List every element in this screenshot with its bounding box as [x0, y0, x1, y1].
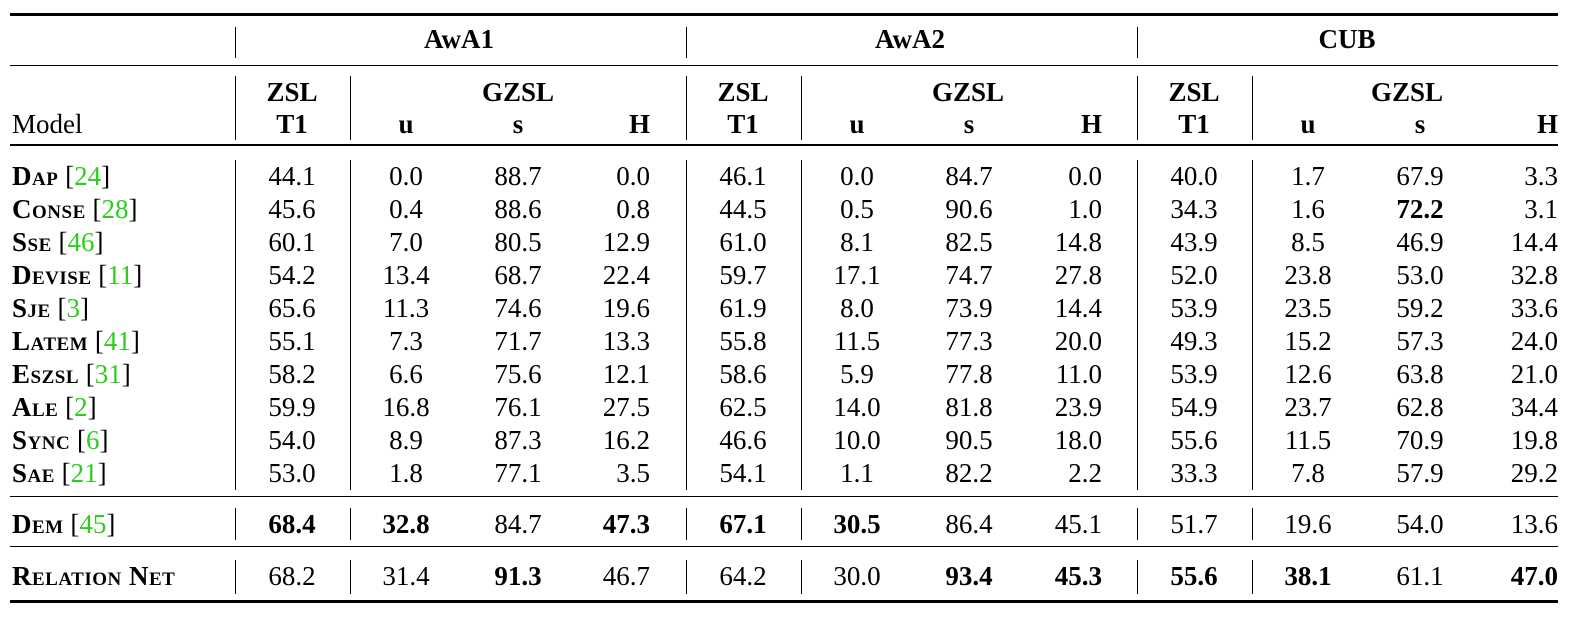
- cell-awa2-t1: 46.1: [719, 161, 767, 191]
- cell-awa1-h: 3.5: [616, 458, 650, 488]
- cell-awa2-t1: 61.0: [719, 227, 767, 257]
- column-rule: [801, 560, 802, 594]
- model-name: Devise [11]: [12, 260, 143, 290]
- column-rule: [1137, 160, 1138, 490]
- dataset-awa2: AwA2: [875, 24, 945, 54]
- cell-cub-u: 23.5: [1284, 293, 1332, 323]
- cell-awa2-s: 90.5: [945, 425, 993, 455]
- column-rule: [686, 76, 687, 140]
- citation-link[interactable]: 46: [67, 227, 95, 257]
- cell-awa2-h: 2.2: [1068, 458, 1102, 488]
- cell-cub-t1: 51.7: [1170, 509, 1218, 539]
- u-header-awa2: u: [849, 109, 865, 139]
- cell-awa2-h: 18.0: [1054, 425, 1102, 455]
- cell-cub-t1: 54.9: [1170, 392, 1218, 422]
- cell-awa2-t1: 64.2: [719, 561, 767, 591]
- header-rule: [10, 144, 1558, 146]
- cell-awa2-s: 77.3: [945, 326, 993, 356]
- cell-cub-s: 61.1: [1396, 561, 1444, 591]
- cell-cub-h: 3.3: [1524, 161, 1558, 191]
- column-rule: [235, 76, 236, 140]
- citation-link[interactable]: 6: [85, 425, 100, 455]
- cell-cub-h: 21.0: [1510, 359, 1558, 389]
- zsl-header-awa2: ZSL: [717, 77, 769, 107]
- cell-awa1-s: 88.7: [494, 161, 542, 191]
- model-name: Conse [28]: [12, 194, 138, 224]
- cell-cub-h: 32.8: [1510, 260, 1558, 290]
- column-rule: [235, 160, 236, 490]
- cell-awa1-t1: 55.1: [268, 326, 316, 356]
- cell-cub-h: 13.6: [1510, 509, 1558, 539]
- cell-awa1-u: 11.3: [382, 293, 430, 323]
- cell-cub-t1: 34.3: [1170, 194, 1218, 224]
- cell-awa1-s: 74.6: [494, 293, 542, 323]
- cell-awa2-u: 10.0: [833, 425, 881, 455]
- cell-awa2-s: 73.9: [945, 293, 993, 323]
- cell-awa1-u: 13.4: [382, 260, 430, 290]
- column-rule: [801, 508, 802, 540]
- column-rule: [1252, 160, 1253, 490]
- cell-awa2-t1: 61.9: [719, 293, 767, 323]
- cell-awa2-u: 30.0: [833, 561, 881, 591]
- cell-awa1-s: 80.5: [494, 227, 542, 257]
- cell-cub-s: 67.9: [1396, 161, 1444, 191]
- cell-cub-s: 57.3: [1396, 326, 1444, 356]
- citation-link[interactable]: 28: [101, 194, 129, 224]
- cell-cub-t1: 53.9: [1170, 359, 1218, 389]
- dataset-awa1: AwA1: [424, 24, 494, 54]
- dataset-cub: CUB: [1318, 24, 1376, 54]
- cell-awa2-u: 8.0: [840, 293, 874, 323]
- cell-awa1-s: 88.6: [494, 194, 542, 224]
- model-label: Conse: [12, 194, 86, 224]
- cell-awa1-u: 7.0: [389, 227, 423, 257]
- citation-link[interactable]: 2: [74, 392, 88, 422]
- cell-awa1-h: 13.3: [602, 326, 650, 356]
- cell-cub-h: 34.4: [1510, 392, 1558, 422]
- model-label: Dem: [12, 509, 64, 539]
- cell-awa2-t1: 44.5: [719, 194, 767, 224]
- cell-awa2-u: 14.0: [833, 392, 881, 422]
- cell-cub-h: 24.0: [1510, 326, 1558, 356]
- cell-awa1-t1: 59.9: [268, 392, 316, 422]
- model-name: Sae [21]: [12, 458, 107, 488]
- cell-cub-h: 3.1: [1524, 194, 1558, 224]
- citation-link[interactable]: 45: [79, 509, 107, 539]
- cell-awa2-s: 74.7: [945, 260, 993, 290]
- cell-cub-t1: 55.6: [1170, 561, 1218, 591]
- model-label: Relation Net: [12, 561, 176, 591]
- column-rule: [235, 508, 236, 540]
- cell-awa2-u: 17.1: [833, 260, 881, 290]
- cell-awa1-t1: 68.4: [268, 509, 316, 539]
- cell-cub-u: 15.2: [1284, 326, 1332, 356]
- cell-awa1-h: 27.5: [602, 392, 650, 422]
- model-header: Model: [12, 109, 83, 139]
- cell-awa2-s: 81.8: [945, 392, 993, 422]
- cell-awa2-s: 82.2: [945, 458, 993, 488]
- cell-awa1-u: 16.8: [382, 392, 430, 422]
- cell-cub-u: 38.1: [1284, 561, 1332, 591]
- model-label: Latem: [12, 326, 89, 356]
- cell-awa2-t1: 54.1: [719, 458, 767, 488]
- cell-awa2-h: 45.1: [1054, 509, 1102, 539]
- model-label: Devise: [12, 260, 92, 290]
- column-rule: [350, 508, 351, 540]
- results-table: [10, 0, 1558, 624]
- model-label: Sae: [12, 458, 55, 488]
- cell-awa1-t1: 54.0: [268, 425, 316, 455]
- citation-link[interactable]: 31: [94, 359, 122, 389]
- cell-awa2-h: 14.8: [1054, 227, 1102, 257]
- cell-awa1-t1: 53.0: [268, 458, 316, 488]
- model-name: [12, 560, 175, 592]
- cell-cub-t1: 55.6: [1170, 425, 1218, 455]
- cell-cub-t1: 52.0: [1170, 260, 1218, 290]
- cell-awa1-h: 12.1: [602, 359, 650, 389]
- citation-link[interactable]: 21: [70, 458, 98, 488]
- cell-cub-u: 8.5: [1291, 227, 1325, 257]
- cell-awa1-s: 71.7: [494, 326, 542, 356]
- cell-awa1-t1: 60.1: [268, 227, 316, 257]
- cell-cub-t1: 40.0: [1170, 161, 1218, 191]
- column-rule: [686, 160, 687, 490]
- cell-cub-u: 11.5: [1284, 425, 1332, 455]
- h-header-awa1: H: [628, 109, 650, 139]
- cell-cub-s: 54.0: [1396, 509, 1444, 539]
- cell-awa2-h: 11.0: [1055, 359, 1102, 389]
- cell-cub-h: 14.4: [1510, 227, 1558, 257]
- h-header-awa2: H: [1080, 109, 1102, 139]
- column-rule: [1137, 560, 1138, 594]
- cell-awa2-h: 14.4: [1054, 293, 1102, 323]
- cell-awa2-h: 23.9: [1054, 392, 1102, 422]
- cell-awa2-t1: 59.7: [719, 260, 767, 290]
- cell-awa2-u: 8.1: [840, 227, 874, 257]
- cell-awa2-s: 77.8: [945, 359, 993, 389]
- cell-awa2-u: 11.5: [833, 326, 881, 356]
- cell-awa2-t1: 58.6: [719, 359, 767, 389]
- gzsl-header-awa2: GZSL: [931, 77, 1005, 107]
- cell-cub-h: 47.0: [1510, 561, 1558, 591]
- model-name: Dem [45]: [12, 509, 116, 539]
- cell-cub-h: 33.6: [1510, 293, 1558, 323]
- s-header-cub: s: [1414, 109, 1426, 139]
- column-rule: [1252, 76, 1253, 140]
- cell-cub-h: 19.8: [1510, 425, 1558, 455]
- cell-awa2-s: 86.4: [945, 509, 993, 539]
- cell-cub-u: 7.8: [1291, 458, 1325, 488]
- cell-awa2-h: 0.0: [1068, 161, 1102, 191]
- cell-awa1-s: 76.1: [494, 392, 542, 422]
- t1-header-awa1: T1: [276, 109, 308, 139]
- cell-cub-s: 63.8: [1396, 359, 1444, 389]
- cell-awa1-t1: 54.2: [268, 260, 316, 290]
- cell-cub-u: 1.7: [1291, 161, 1325, 191]
- gzsl-header-awa1: GZSL: [481, 77, 555, 107]
- cell-cub-s: 62.8: [1396, 392, 1444, 422]
- column-rule: [801, 160, 802, 490]
- dataset-rule: [10, 65, 1558, 66]
- u-header-awa1: u: [398, 109, 414, 139]
- model-name: Dap [24]: [12, 161, 111, 191]
- cell-cub-t1: 49.3: [1170, 326, 1218, 356]
- cell-awa1-u: 6.6: [389, 359, 423, 389]
- cell-awa1-u: 1.8: [389, 458, 423, 488]
- model-name: Latem [41]: [12, 326, 140, 356]
- model-name: Ale [2]: [12, 392, 97, 422]
- citation-link[interactable]: 41: [103, 326, 131, 356]
- citation-link[interactable]: 11: [107, 260, 134, 290]
- cell-awa1-t1: 58.2: [268, 359, 316, 389]
- cell-cub-u: 19.6: [1284, 509, 1332, 539]
- cell-awa1-s: 87.3: [494, 425, 542, 455]
- zsl-header-awa1: ZSL: [266, 77, 318, 107]
- citation-link[interactable]: 3: [66, 293, 80, 323]
- cell-awa1-t1: 44.1: [268, 161, 316, 191]
- column-rule: [801, 76, 802, 140]
- cell-awa1-h: 22.4: [602, 260, 650, 290]
- cell-awa1-t1: 45.6: [268, 194, 316, 224]
- cell-awa1-t1: 68.2: [268, 561, 316, 591]
- h-header-cub: H: [1536, 109, 1558, 139]
- cell-awa1-u: 32.8: [382, 509, 430, 539]
- cell-awa1-u: 7.3: [389, 326, 423, 356]
- bottom-rule: [10, 600, 1558, 603]
- model-name: Eszsl [31]: [12, 359, 131, 389]
- cell-awa1-s: 75.6: [494, 359, 542, 389]
- cell-cub-u: 12.6: [1284, 359, 1332, 389]
- cell-cub-s: 46.9: [1396, 227, 1444, 257]
- cell-awa1-t1: 65.6: [268, 293, 316, 323]
- cell-awa2-h: 1.0: [1068, 194, 1102, 224]
- cell-awa1-u: 0.4: [389, 194, 423, 224]
- cell-awa2-t1: 55.8: [719, 326, 767, 356]
- dem-rule-top: [10, 496, 1558, 497]
- column-rule: [350, 76, 351, 140]
- cell-cub-u: 23.7: [1284, 392, 1332, 422]
- model-label: Ale: [12, 392, 59, 422]
- column-rule: [1137, 27, 1138, 58]
- cell-awa1-h: 46.7: [602, 561, 650, 591]
- cell-awa2-h: 27.8: [1054, 260, 1102, 290]
- model-name: Sje [3]: [12, 293, 89, 323]
- column-rule: [1252, 560, 1253, 594]
- column-rule: [1137, 508, 1138, 540]
- cell-awa1-h: 47.3: [602, 509, 650, 539]
- column-rule: [235, 27, 236, 58]
- gzsl-header-cub: GZSL: [1370, 77, 1444, 107]
- column-rule: [1252, 508, 1253, 540]
- model-label: Sje: [12, 293, 51, 323]
- model-label: Eszsl: [12, 359, 79, 389]
- model-name: Sse [46]: [12, 227, 104, 257]
- column-rule: [686, 560, 687, 594]
- model-label: Sync: [12, 425, 71, 455]
- cell-awa1-h: 16.2: [602, 425, 650, 455]
- cell-cub-t1: 53.9: [1170, 293, 1218, 323]
- cell-awa2-u: 30.5: [833, 509, 881, 539]
- cell-cub-h: 29.2: [1510, 458, 1558, 488]
- cell-awa2-t1: 46.6: [719, 425, 767, 455]
- dem-rule-bottom: [10, 546, 1558, 547]
- cell-awa2-s: 82.5: [945, 227, 993, 257]
- model-name: Sync [6]: [12, 425, 109, 455]
- cell-awa2-u: 5.9: [840, 359, 874, 389]
- cell-cub-u: 1.6: [1291, 194, 1325, 224]
- column-rule: [235, 560, 236, 594]
- column-rule: [686, 508, 687, 540]
- cell-cub-s: 72.2: [1396, 194, 1444, 224]
- column-rule: [686, 27, 687, 58]
- cell-awa2-t1: 67.1: [719, 509, 767, 539]
- cell-awa2-s: 93.4: [945, 561, 993, 591]
- cell-awa1-s: 77.1: [494, 458, 542, 488]
- t1-header-awa2: T1: [727, 109, 759, 139]
- zsl-header-cub: ZSL: [1168, 77, 1220, 107]
- cell-awa1-u: 8.9: [389, 425, 423, 455]
- model-label: Sse: [12, 227, 52, 257]
- cell-cub-s: 59.2: [1396, 293, 1444, 323]
- cell-awa1-s: 84.7: [494, 509, 542, 539]
- cell-cub-t1: 43.9: [1170, 227, 1218, 257]
- cell-awa1-h: 19.6: [602, 293, 650, 323]
- cell-awa1-s: 91.3: [494, 561, 542, 591]
- cell-awa2-h: 45.3: [1054, 561, 1102, 591]
- column-rule: [1137, 76, 1138, 140]
- cell-awa1-h: 12.9: [602, 227, 650, 257]
- cell-cub-t1: 33.3: [1170, 458, 1218, 488]
- cell-cub-s: 70.9: [1396, 425, 1444, 455]
- cell-awa2-s: 84.7: [945, 161, 993, 191]
- column-rule: [350, 560, 351, 594]
- cell-awa1-u: 31.4: [382, 561, 430, 591]
- cell-awa1-u: 0.0: [389, 161, 423, 191]
- citation-link[interactable]: 24: [74, 161, 102, 191]
- cell-awa2-u: 0.5: [840, 194, 874, 224]
- top-rule: [10, 13, 1558, 16]
- cell-awa1-h: 0.0: [616, 161, 650, 191]
- model-label: Dap: [12, 161, 59, 191]
- cell-awa2-u: 1.1: [840, 458, 874, 488]
- u-header-cub: u: [1300, 109, 1316, 139]
- cell-awa2-s: 90.6: [945, 194, 993, 224]
- cell-awa1-s: 68.7: [494, 260, 542, 290]
- s-header-awa2: s: [963, 109, 975, 139]
- cell-awa1-h: 0.8: [616, 194, 650, 224]
- cell-cub-s: 57.9: [1396, 458, 1444, 488]
- column-rule: [350, 160, 351, 490]
- cell-cub-s: 53.0: [1396, 260, 1444, 290]
- cell-awa2-u: 0.0: [840, 161, 874, 191]
- cell-awa2-h: 20.0: [1054, 326, 1102, 356]
- t1-header-cub: T1: [1178, 109, 1210, 139]
- cell-cub-u: 23.8: [1284, 260, 1332, 290]
- cell-awa2-t1: 62.5: [719, 392, 767, 422]
- s-header-awa1: s: [512, 109, 524, 139]
